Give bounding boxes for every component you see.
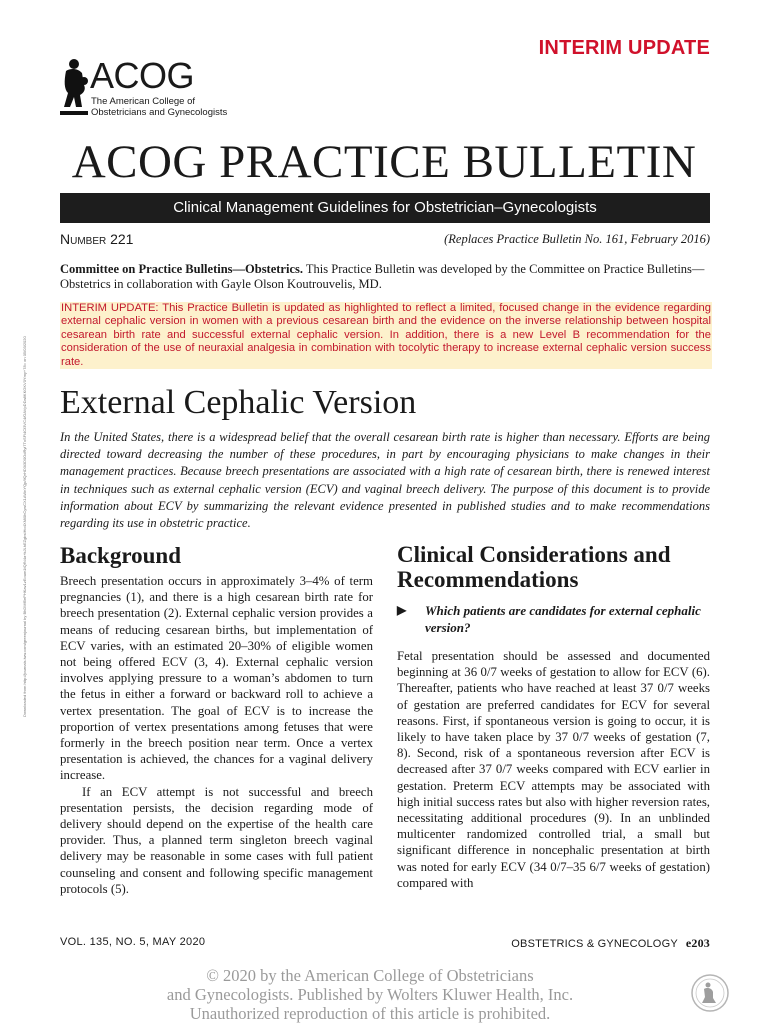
copyright-line-3: Unauthorized reproduction of this article is prohibited. (189, 1004, 551, 1023)
article-abstract: In the United States, there is a widespread belief that the overall cesarean birth rate is higher than necessary. Efforts are being directed toward decreasing the number of these procedures, in part by encouraging physicians to make changes in their management practices. Because breech presentations are associated with a high rate of cesarean birth, there is renewed interest in techniques such as external cephalic version (ECV) and vaginal breech delivery. The purpose of this document is to provide information about ECV by summarizing the relevant evidence presented in published studies and to make recommendations regarding its use in obstetric practice. (60, 430, 710, 531)
background-paragraph-2: If an ECV attempt is not successful and breech presentation persists, the decision regarding mode of delivery should depend on the expertise of the health care provider. Thus, a planned term singleton breech vaginal delivery may be reasonable in some cases with full patient counseling and consent and following specific management protocols (5). (60, 784, 373, 896)
copyright-line-1: © 2020 by the American College of Obstetricians (206, 966, 534, 985)
subtitle-banner: Clinical Management Guidelines for Obstetrician–Gynecologists (60, 193, 710, 223)
clinical-paragraph-1: Fetal presentation should be assessed and documented beginning at 36 0/7 weeks of gestation to allow for ECV (6). Thereafter, patients who have reached at least 37 0/7 weeks of gestation are preferred candidates for ECV for several reasons. First, if spontaneous version is going to occur, it is likely to have taken place by 37 0/7 weeks of gestation (7, 8). Second, risk of a spontaneous reversion after ECV is decreased after 37 0/7 weeks compared with ECV earlier in gestation. Preterm ECV attempts may be associated with high initial success rates but also with higher reversion rates, necessitating additional procedures (9). In an unblinded multicenter randomized controlled trial, a small but significant difference in noncephalic presentation at birth was noted for early ECV (34 0/7–35 6/7 weeks of gestation) compared with (397, 649, 710, 890)
replaces-note: (Replaces Practice Bulletin No. 161, February 2016) (444, 232, 710, 246)
download-side-note: Downloaded from http://journals.lww.com/greenjournal by BhDMf5ePHKav1zEoum1tQfN4a+kJLhEZgbsIHo4XMi0hCywCX1AWnYQp/IlQrHD3i3D0OdRyi7TvSFl4Cf3VC4/OAVpDDa8KKGKV0Ymy+78= on 05/03/2020 (22, 336, 27, 717)
acog-seal-icon (690, 973, 730, 1013)
copyright-line-2: and Gynecologists. Published by Wolters Kluwer Health, Inc. (166, 985, 574, 1004)
committee-text: This Practice Bulletin was developed by the Committee on Practice Bulletins—Obstetrics in collaboration with Gayle Olson Koutrouvelis, MD. (60, 262, 705, 291)
footer-journal (511, 936, 710, 951)
copyright-notice (100, 966, 640, 1023)
arrow-right-icon: ▶ (397, 603, 407, 617)
committee-name: Committee on Practice Bulletins—Obstetrics. (60, 262, 303, 276)
background-heading: Background (60, 543, 182, 568)
logo-wordmark: ACOG (90, 55, 195, 96)
clinical-question (397, 602, 710, 636)
background-paragraph-1: Breech presentation occurs in approximately 3–4% of term pregnancies (1), and there is a high cesarean birth rate for breech presentation (2). External cephalic version provides a means of reducing cesarean births, but implementation of ECV varies, with an estimated 20–30% of eligible women not being offered ECV (3, 4). External cephalic version involves applying pressure to a woman’s abdomen to turn the fetus in either a forward or backward roll to achieve a vertex presentation. The goal of ECV is to increase the proportion of vertex presentations among fetuses that were formerly in the breech position near term. Once a vertex presentation is achieved, the chances for a vaginal delivery increase. (60, 574, 373, 783)
footer-volume: VOL. 135, NO. 5, MAY 2020 (60, 936, 206, 948)
page-title: ACOG PRACTICE BULLETIN (71, 136, 697, 188)
clinical-section (397, 648, 710, 891)
committee-statement (60, 262, 710, 292)
question-text: Which patients are candidates for external cephalic version? (425, 603, 701, 635)
page-number: e203 (685, 936, 710, 950)
interim-update-label: INTERIM UPDATE (538, 37, 710, 59)
background-section (60, 573, 373, 897)
logo-subtitle: The American College of Obstetricians and Gynecologists (91, 96, 228, 118)
interim-update-box: INTERIM UPDATE: This Practice Bulletin is updated as highlighted to reflect a limited, focused change in the evidence regarding external cephalic version in women with a previous cesarean birth and the evidence on the inverse relationship between hospital cesarean birth rate and successful external cephalic version. In addition, there is a new Level B recommendation for the consideration of the use of neuraxial analgesia in combination with tocolytic therapy to increase external cephalic version success rate. (61, 302, 711, 368)
article-title: External Cephalic Version (60, 384, 417, 421)
clinical-heading: Clinical Considerations and Recommendations (397, 542, 671, 592)
bulletin-number: Number 221 (60, 231, 134, 247)
journal-name: OBSTETRICS & GYNECOLOGY (511, 938, 678, 950)
